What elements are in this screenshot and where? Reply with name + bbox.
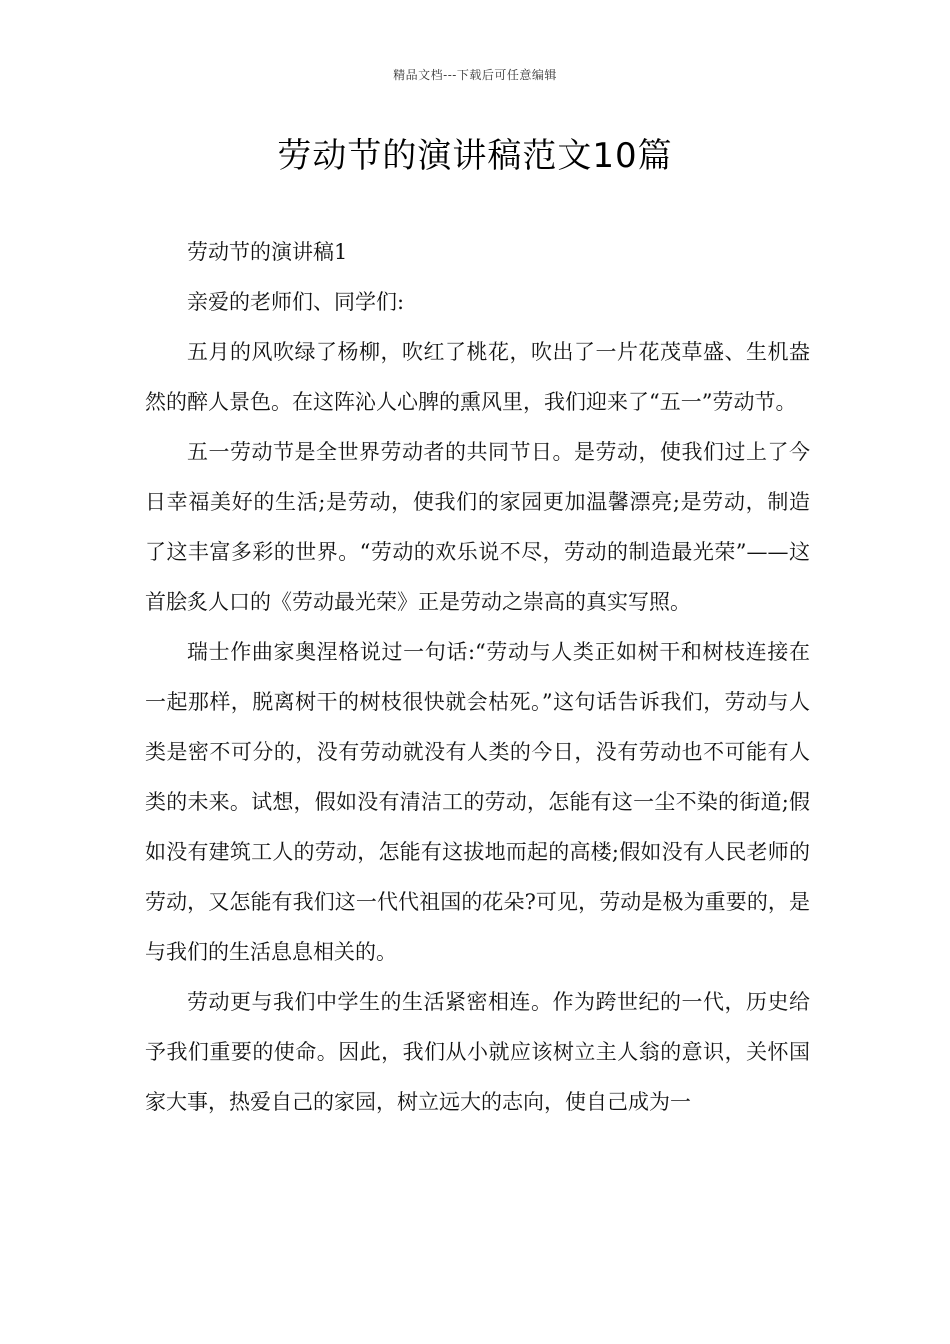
page-header: 精品文档---下载后可任意编辑: [393, 68, 557, 82]
document-title: 劳动节的演讲稿范文10篇: [277, 136, 673, 176]
document-body: [145, 227, 810, 1127]
body-paragraph: 五月的风吹绿了杨柳，吹红了桃花，吹出了一片花茂草盛、生机盎然的醉人景色。在这阵沁人心脾的熏风里，我们迎来了“五一”劳动节。: [145, 340, 810, 414]
section-heading: 劳动节的演讲稿1: [187, 240, 348, 264]
body-paragraph: 劳动更与我们中学生的生活紧密相连。作为跨世纪的一代，历史给予我们重要的使命。因此，我们从小就应该树立主人翁的意识，关怀国家大事，热爱自己的家园，树立远大的志向，使自己成为一: [145, 990, 810, 1114]
body-paragraph: 五一劳动节是全世界劳动者的共同节日。是劳动，使我们过上了今日幸福美好的生活;是劳动，使我们的家园更加温馨漂亮;是劳动，制造了这丰富多彩的世界。“劳动的欢乐说不尽，劳动的制造最光荣”——这首脍炙人口的《劳动最光荣》正是劳动之崇高的真实写照。: [145, 440, 810, 614]
salutation: 亲爱的老师们、同学们:: [187, 290, 405, 314]
body-paragraph: 瑞士作曲家奥涅格说过一句话:“劳动与人类正如树干和树枝连接在一起那样，脱离树干的树枝很快就会枯死。”这句话告诉我们，劳动与人类是密不可分的，没有劳动就没有人类的今日，没有劳动也不可能有人类的未来。试想，假如没有清洁工的劳动，怎能有这一尘不染的街道;假如没有建筑工人的劳动，怎能有这拔地而起的高楼;假如没有人民老师的劳动，又怎能有我们这一代代祖国的花朵?可见，劳动是极为重要的，是与我们的生活息息相关的。: [145, 640, 810, 964]
